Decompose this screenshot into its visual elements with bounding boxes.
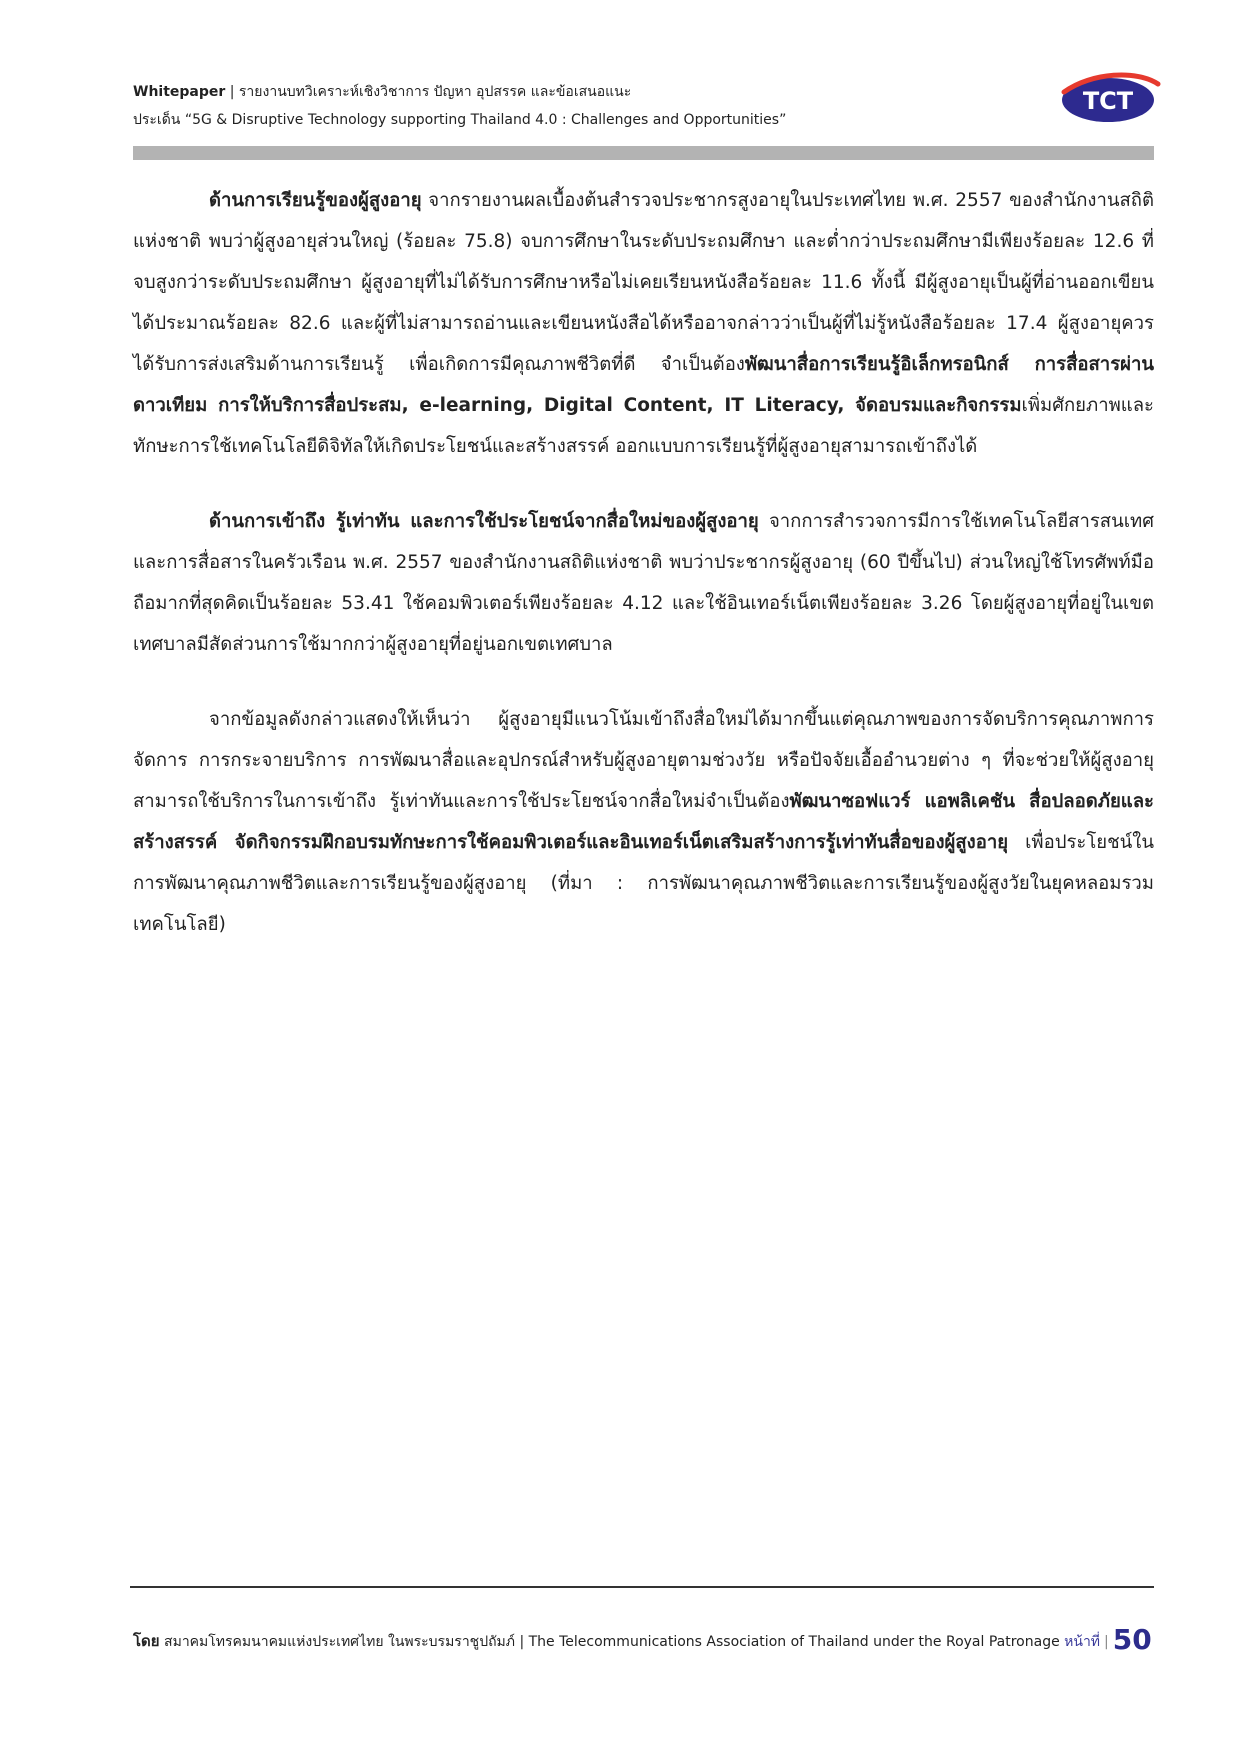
footer-organization: สมาคมโทรคมนาคมแห่งประเทศไทย ในพระบรมราชูปถัมภ์ | The Telecommunications Association of Thailand under the Royal Patronage [159,1634,1065,1650]
page-header [133,78,993,134]
paragraph-learning-text-1: จากรายงานผลเบื้องต้นสำรวจประชากรสูงอายุในประเทศไทย พ.ศ. 2557 ของสำนักงานสถิติแห่งชาติ พบว่าผู้สูงอายุส่วนใหญ่ (ร้อยละ 75.8) จบการศึกษาในระดับประถมศึกษา และต่ำกว่าประถมศึกษามีเพียงร้อยละ 12.6 ที่จบสูงกว่าระดับประถมศึกษา ผู้สูงอายุที่ไม่ได้รับการศึกษาหรือไม่เคยเรียนหนังสือร้อยละ 11.6 ทั้งนี้ มีผู้สูงอายุเป็นผู้ที่อ่านออกเขียนได้ประมาณร้อยละ 82.6 และผู้ที่ไม่สามารถอ่านและเขียนหนังสือได้หรืออาจกล่าวว่าเป็นผู้ที่ไม่รู้หนังสือร้อยละ 17.4 ผู้สูงอายุควรได้รับการส่งเสริมด้านการเรียนรู้ เพื่อเกิดการมีคุณภาพชีวิตที่ดี จำเป็นต้อง [133,190,1154,375]
paragraph-access [133,501,1154,665]
footer-by: โดย [133,1632,160,1650]
header-title-text: | รายงานบทวิเคราะห์เชิงวิชาการ ปัญหา อุปสรรค และข้อเสนอแนะ [225,84,632,100]
paragraph-learning [133,180,1154,467]
paragraph-conclusion-text-2: เพื่อประโยชน์ในการพัฒนาคุณภาพชีวิตและการเรียนรู้ของผู้สูงอายุ (ที่มา : การพัฒนาคุณภาพชีวิตและการเรียนรู้ของผู้สูงวัยในยุคหลอมรวมเทคโนโลยี) [133,832,1154,935]
page-footer [133,1620,1154,1660]
header-title [133,78,993,106]
footer-separator: | [1104,1634,1109,1650]
tct-logo [1052,62,1164,132]
paragraph-conclusion-text-1: จากข้อมูลดังกล่าวแสดงให้เห็นว่า ผู้สูงอายุมีแนวโน้มเข้าถึงสื่อใหม่ได้มากขึ้นแต่คุณภาพของการจัดบริการคุณภาพการจัดการ การกระจายบริการ การพัฒนาสื่อและอุปกรณ์สำหรับผู้สูงอายุตามช่วงวัย หรือปัจจัยเอื้ออำนวยต่าง ๆ ที่จะช่วยให้ผู้สูงอายุสามารถใช้บริการในการเข้าถึง รู้เท่าทันและการใช้ประโยชน์จากสื่อใหม่จำเป็นต้อง [133,709,1154,812]
paragraph-learning-heading: ด้านการเรียนรู้ของผู้สูงอายุ [209,190,422,211]
page-number: 50 [1112,1623,1152,1656]
paragraph-conclusion [133,699,1154,945]
main-content [133,180,1154,979]
paragraph-access-text: จากการสำรวจการมีการใช้เทคโนโลยีสารสนเทศและการสื่อสารในครัวเรือน พ.ศ. 2557 ของสำนักงานสถิติแห่งชาติ พบว่าประชากรผู้สูงอายุ (60 ปีขึ้นไป) ส่วนใหญ่ใช้โทรศัพท์มือถือมากที่สุดคิดเป็นร้อยละ 53.41 ใช้คอมพิวเตอร์เพียงร้อยละ 4.12 และใช้อินเทอร์เน็ตเพียงร้อยละ 3.26 โดยผู้สูงอายุที่อยู่ในเขตเทศบาลมีสัดส่วนการใช้มากกว่าผู้สูงอายุที่อยู่นอกเขตเทศบาล [133,511,1154,655]
header-doc-type: Whitepaper [133,84,226,100]
paragraph-learning-emphasis: พัฒนาสื่อการเรียนรู้อิเล็กทรอนิกส์ การสื่อสารผ่านดาวเทียม การให้บริการสื่อประสม, e-learning, Digital Content, IT Literacy, จัดอบรมและกิจกรรม [133,354,1155,416]
header-subtitle: ประเด็น “5G & Disruptive Technology supporting Thailand 4.0 : Challenges and Opportunities” [133,112,787,128]
footer-divider [130,1586,1154,1588]
paragraph-learning-text-2: เพิ่มศักยภาพและทักษะการใช้เทคโนโลยีดิจิทัลให้เกิดประโยชน์และสร้างสรรค์ ออกแบบการเรียนรู้ที่ผู้สูงอายุสามารถเข้าถึงได้ [133,395,1154,457]
header-divider-bar [133,146,1154,160]
paragraph-access-heading: ด้านการเข้าถึง รู้เท่าทัน และการใช้ประโยชน์จากสื่อใหม่ของผู้สูงอายุ [209,511,759,532]
footer-page-label: หน้าที่ [1064,1634,1101,1650]
paragraph-conclusion-emphasis: พัฒนาซอฟแวร์ แอพลิเคชัน สื่อปลอดภัยและสร้างสรรค์ จัดกิจกรรมฝึกอบรมทักษะการใช้คอมพิวเตอร์และอินเทอร์เน็ตเสริมสร้างการรู้เท่าทันสื่อของผู้สูงอายุ [133,791,1154,853]
tct-logo-text: TCT [1082,87,1134,115]
